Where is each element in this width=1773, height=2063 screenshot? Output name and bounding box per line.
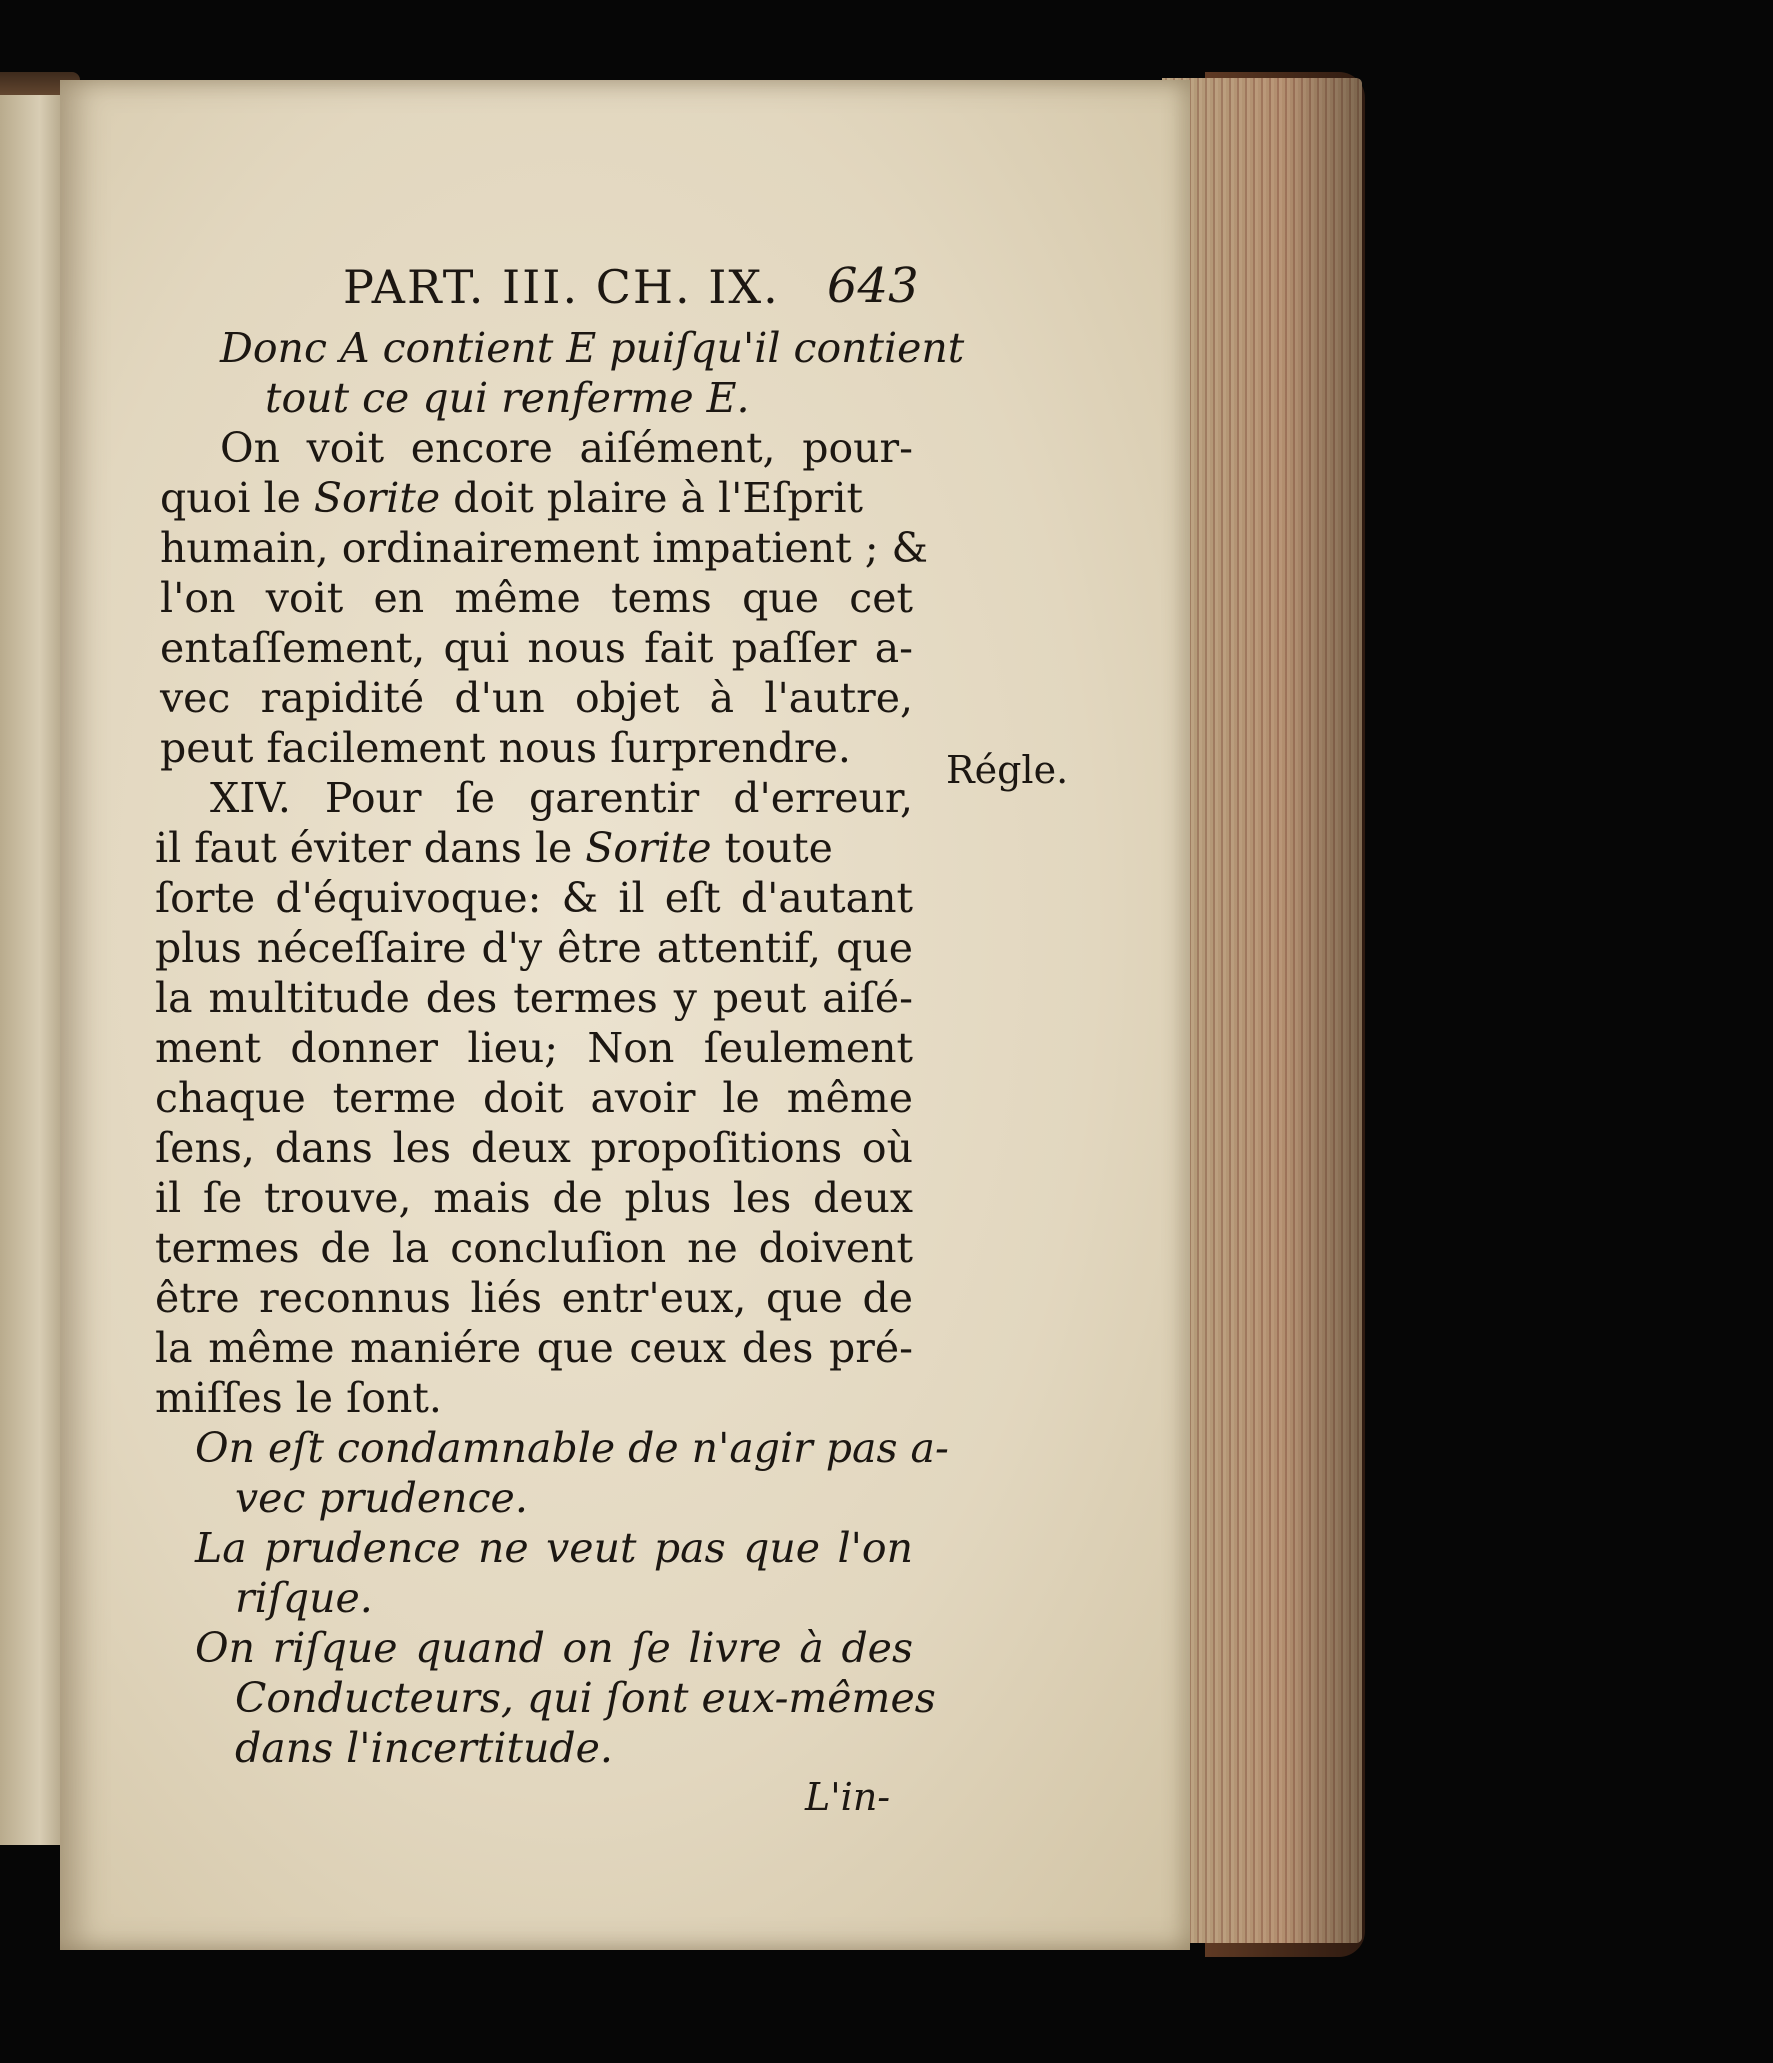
text-line bbox=[160, 472, 913, 524]
text-line: dans l'incertitude. bbox=[235, 1724, 613, 1772]
text-line: Conducteurs, qui ſont eux-mêmes bbox=[235, 1674, 936, 1722]
text-line: être reconnus liés entr'eux, que de bbox=[155, 1274, 913, 1322]
text-line: Donc A contient E puiſqu'il contient bbox=[220, 324, 965, 372]
text-line: vec prudence. bbox=[235, 1474, 528, 1522]
text-line: entaſſement, qui nous fait paſſer a- bbox=[160, 624, 913, 672]
text-span: doit plaire à l'Eſprit bbox=[440, 474, 863, 522]
text-line: XIV. Pour ſe garentir d'erreur, bbox=[210, 774, 913, 822]
page-edges bbox=[1162, 78, 1362, 1943]
text-span: quoi le bbox=[160, 474, 314, 522]
text-line: plus néceſſaire d'y être attentif, que bbox=[155, 924, 913, 972]
text-line: termes de la concluſion ne doivent bbox=[155, 1224, 913, 1272]
text-line bbox=[155, 822, 913, 874]
text-line: La prudence ne veut pas que l'on bbox=[195, 1524, 913, 1572]
book-page bbox=[60, 80, 1190, 1950]
text-line: On riſque quand on ſe livre à des bbox=[195, 1624, 913, 1672]
page-number: 643 bbox=[827, 258, 919, 314]
text-span-italic: Sorite bbox=[313, 474, 441, 522]
text-line: tout ce qui renferme E. bbox=[265, 374, 750, 422]
text-line: il ſe trouve, mais de plus les deux bbox=[155, 1174, 913, 1222]
text-line: humain, ordinairement impatient ; & bbox=[160, 524, 929, 572]
margin-note: Régle. bbox=[946, 748, 1069, 792]
text-line: la multitude des termes y peut aiſé- bbox=[155, 974, 913, 1022]
text-line: riſque. bbox=[235, 1574, 373, 1622]
text-span: il faut éviter dans le bbox=[155, 824, 586, 872]
text-span-italic: Sorite bbox=[585, 824, 712, 872]
text-line: On eſt condamnable de n'agir pas a- bbox=[195, 1424, 949, 1472]
text-line: ſens, dans les deux propoſitions où bbox=[155, 1124, 913, 1172]
text-line: ment donner lieu; Non ſeulement bbox=[155, 1024, 913, 1072]
text-line: vec rapidité d'un objet à l'autre, bbox=[160, 674, 913, 722]
text-line: ſorte d'équivoque: & il eſt d'autant bbox=[155, 874, 913, 922]
running-title: PART. III. CH. IX. bbox=[343, 260, 780, 314]
text-line: On voit encore aiſément, pour- bbox=[220, 424, 913, 472]
text-line: chaque terme doit avoir le même bbox=[155, 1074, 913, 1122]
text-line: la même maniére que ceux des pré- bbox=[155, 1324, 913, 1372]
catchword: L'in- bbox=[805, 1775, 891, 1819]
text-span: toute bbox=[711, 824, 833, 872]
text-line: l'on voit en même tems que cet bbox=[160, 574, 913, 622]
text-line: peut facilement nous ſurprendre. bbox=[160, 724, 851, 772]
text-line: miſſes le ſont. bbox=[155, 1374, 442, 1422]
